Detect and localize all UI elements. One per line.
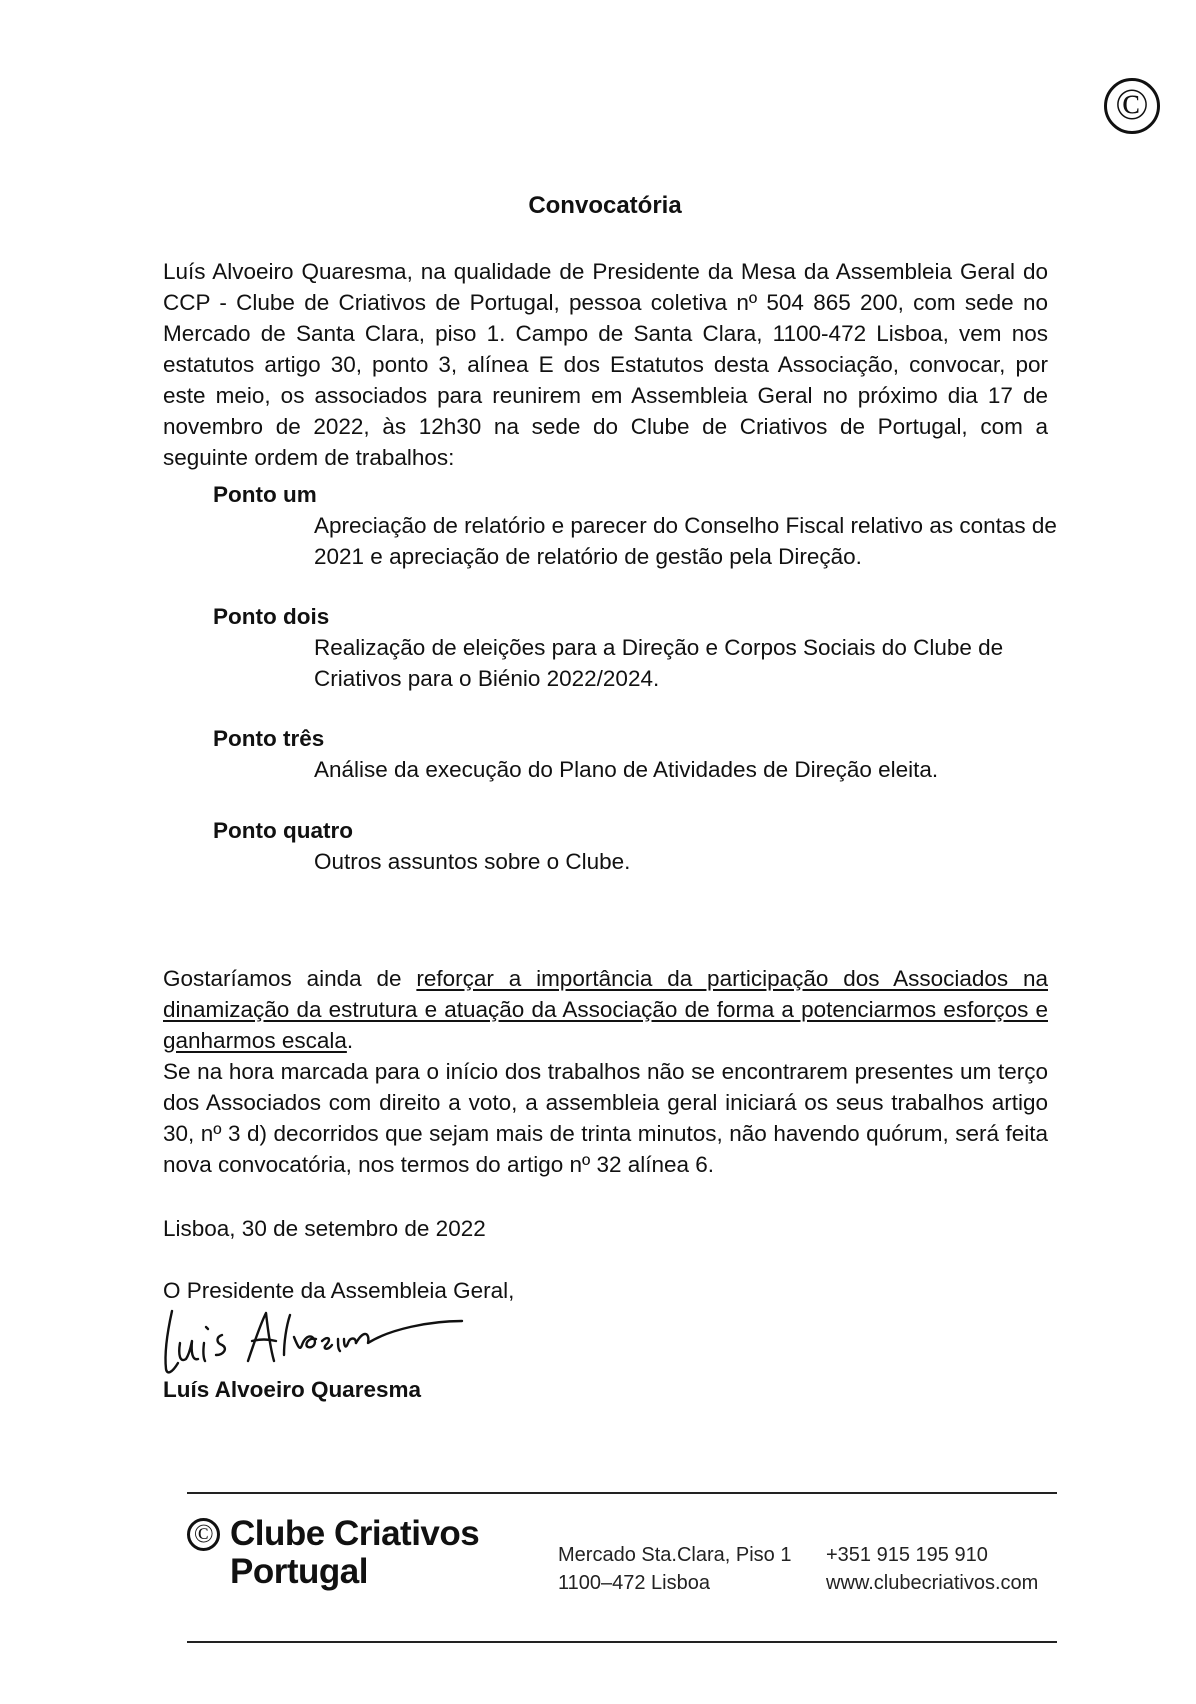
emphasis-prefix: Gostaríamos ainda de [163, 966, 417, 991]
point-title: Ponto três [213, 726, 325, 751]
point-title: Ponto quatro [213, 818, 353, 843]
emphasis-underlined: reforçar a importância da participação dos Associados na dinamização da estrutura e atuação da Associação de forma a potenciarmos esforços e ganharmos escala [163, 966, 1048, 1053]
point-title: Ponto dois [213, 604, 330, 629]
footer-contact [826, 1541, 1038, 1597]
phone-number: +351 915 195 910 [826, 1544, 988, 1566]
point-title: Ponto um [213, 482, 317, 507]
address-line-2: 1100–472 Lisboa [558, 1572, 710, 1594]
footer-divider-top [187, 1492, 1057, 1494]
address-line-1: Mercado Sta.Clara, Piso 1 [558, 1544, 792, 1566]
signer-name: Luís Alvoeiro Quaresma [163, 1377, 422, 1402]
document-title: Convocatória [528, 192, 682, 219]
quorum-paragraph: Se na hora marcada para o início dos trabalhos não se encontrarem presentes um terço dos Associados com direito a voto, a assembleia geral iniciará os seus trabalhos artigo 30, nº 3 d) decorridos que sejam mais de trinta minutos, não havendo quórum, será feita nova convocatória, nos termos do artigo nº 32 alínea 6. [163, 1059, 1048, 1177]
emphasis-paragraph [163, 963, 1048, 1056]
footer-brand-logo [187, 1515, 479, 1591]
copyright-circle-icon: © [187, 1518, 220, 1551]
point-text: Outros assuntos sobre o Clube. [314, 849, 631, 874]
point-text: Análise da execução do Plano de Atividades de Direção eleita. [314, 757, 939, 782]
handwritten-signature [160, 1303, 470, 1379]
footer-logo-line2: Portugal [230, 1552, 368, 1591]
copyright-logo-icon: © [1104, 78, 1160, 134]
intro-paragraph: Luís Alvoeiro Quaresma, na qualidade de Presidente da Mesa da Assembleia Geral do CCP - Clube de Criativos de Portugal, pessoa coletiva nº 504 865 200, com sede no Mercado de Santa Clara, piso 1. Campo de Santa Clara, 1100-472 Lisboa, vem nos estatutos artigo 30, ponto 3, alínea E dos Estatutos desta Associação, convocar, por este meio, os associados para reunirem em Assembleia Geral no próximo dia 17 de novembro de 2022, às 12h30 na sede do Clube de Criativos de Portugal, com a seguinte ordem de trabalhos: [163, 259, 1048, 470]
point-text: Apreciação de relatório e parecer do Conselho Fiscal relativo as contas de 2021 e apreciação de relatório de gestão pela Direção. [314, 513, 1057, 569]
website-link[interactable]: www.clubecriativos.com [826, 1572, 1039, 1594]
emphasis-suffix: . [346, 1028, 354, 1053]
point-text: Realização de eleições para a Direção e Corpos Sociais do Clube de Criativos para o Biénio 2022/2024. [314, 635, 1004, 691]
closing-paragraphs [163, 963, 1048, 1180]
footer-logo-row [187, 1515, 479, 1553]
footer-address [558, 1541, 791, 1597]
sign-role: O Presidente da Assembleia Geral, [163, 1278, 515, 1303]
place-date: Lisboa, 30 de setembro de 2022 [163, 1216, 486, 1241]
footer-logo-line1: Clube Criativos [230, 1514, 480, 1553]
footer-divider-bottom [187, 1641, 1057, 1643]
